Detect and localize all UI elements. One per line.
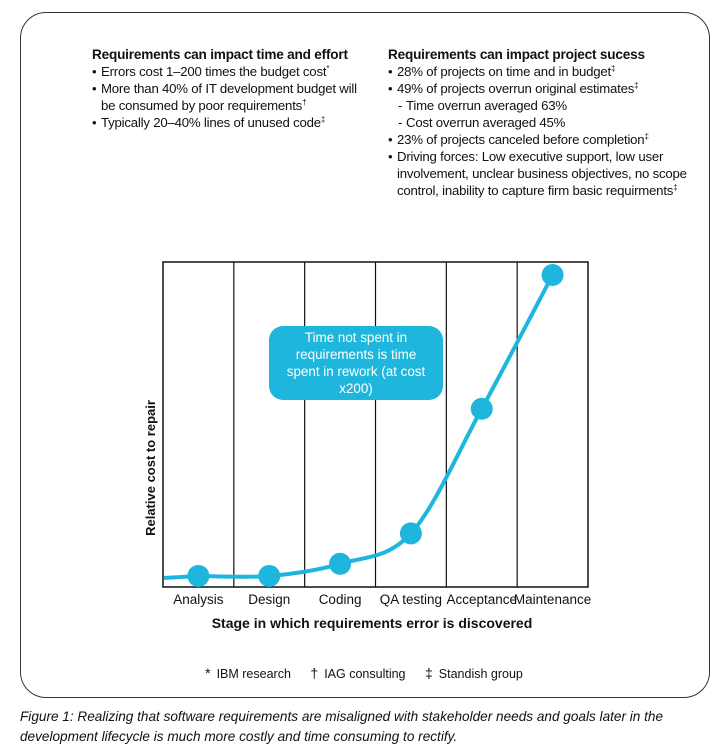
legend-item: * IBM research — [205, 665, 291, 681]
rework-callout — [269, 326, 443, 400]
data-point — [258, 565, 280, 587]
list-item: • Errors cost 1–200 times the budget cost* — [92, 63, 362, 80]
x-tick-label: Analysis — [173, 592, 224, 607]
list-item: • More than 40% of IT development budget will be consumed by poor requirements† — [92, 80, 362, 114]
list-item: • Driving forces: Low executive support, low user involvement, unclear business objectives, no scope control, inability to capture firm basic requirments‡ — [388, 148, 688, 199]
list-item: • 49% of projects overrun original estimates‡ — [388, 80, 688, 97]
list-item: • Typically 20–40% lines of unused code‡ — [92, 114, 362, 131]
data-point — [471, 398, 493, 420]
x-tick-label: Design — [248, 592, 291, 607]
project-success-heading: Requirements can impact project sucess — [388, 47, 645, 62]
source-legend — [0, 665, 728, 681]
data-point — [542, 264, 564, 286]
list-subitem: - Cost overrun averaged 45% — [388, 114, 688, 131]
y-axis-label: Relative cost to repair — [143, 400, 158, 536]
x-tick-label: Acceptance — [446, 592, 518, 607]
list-item: • 28% of projects on time and in budget‡ — [388, 63, 688, 80]
data-point — [400, 522, 422, 544]
legend-item: ‡ Standish group — [424, 665, 523, 681]
time-effort-heading: Requirements can impact time and effort — [92, 47, 348, 62]
list-subitem: - Time overrun averaged 63% — [388, 97, 688, 114]
x-axis-label: Stage in which requirements error is discovered — [211, 615, 533, 631]
x-tick-label: Coding — [318, 592, 362, 607]
data-point — [187, 565, 209, 587]
list-item: • 23% of projects canceled before completion‡ — [388, 131, 688, 148]
x-tick-label: QA testing — [379, 592, 443, 607]
data-point — [329, 553, 351, 575]
x-tick-label: Maintenance — [513, 592, 592, 607]
callout-text: Time not spent in requirements is time spent in rework (at cost x200) — [286, 330, 426, 396]
legend-item: † IAG consulting — [310, 665, 406, 681]
figure-caption: Figure 1: Realizing that software requirements are misaligned with stakeholder needs and goals later in the development lifecycle is much more costly and time consuming to rectify. — [20, 709, 664, 744]
